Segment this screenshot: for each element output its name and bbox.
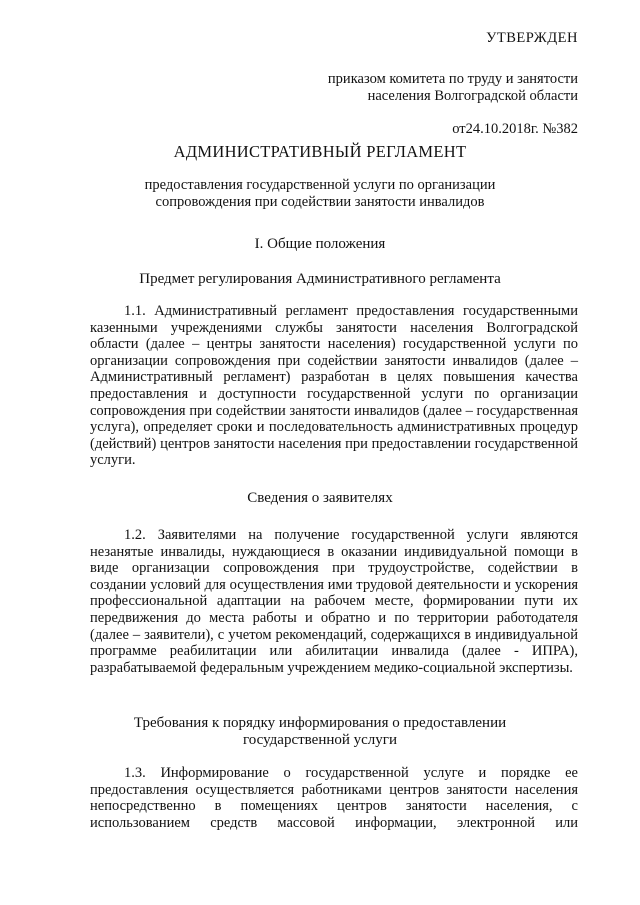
approval-order-line-2: населения Волгоградской области <box>367 88 578 104</box>
paragraph-1-1 <box>90 303 578 469</box>
info-requirements-line-2: государственной услуги <box>243 732 397 748</box>
approval-order-line-1: приказом комитета по труду и занятости <box>327 71 578 87</box>
subtitle-line-1: предоставления государственной услуги по организации <box>144 177 496 193</box>
paragraph-1-1-text: 1.1. Административный регламент предоставления государственными казенными учреждениями службы занятости населения Волгоградской области (далее – центры занятости населения) государственной услуги по организации сопровождения при содействии занятости инвалидов (далее – Административный регламент) разработан в целях повышения качества предоставления и доступности государственной услуги по организации сопровождения при содействии занятости инвалидов (далее – государственная услуга), определяет сроки и последовательность административных процедур (действий) центров занятости населения при предоставлении государственной услуги. <box>90 303 578 469</box>
section-heading-applicants: Сведения о заявителях <box>247 490 393 506</box>
section-heading-general: I. Общие положения <box>254 236 386 252</box>
approval-block <box>328 30 578 138</box>
approval-date: от24.10.2018г. №382 <box>452 121 578 137</box>
document-title: АДМИНИСТРАТИВНЫЙ РЕГЛАМЕНТ <box>173 142 467 161</box>
section-heading-info-requirements <box>0 715 640 749</box>
info-requirements-line-1: Требования к порядку информирования о предоставлении <box>133 715 507 731</box>
paragraph-1-2-text: 1.2. Заявителями на получение государственной услуги являются незанятые инвалиды, нуждающиеся в оказании индивидуальной помощи в виде организации сопровождения при трудоустройстве, содействии в создании условий для осуществления ими трудовой деятельности и ускорения профессиональной адаптации на рабочем месте, формировании пути их передвижения до места работы и обратно и по территории работодателя (далее – заявители), с учетом рекомендаций, содержащихся в индивидуальной программе реабилитации или абилитации инвалида (далее - ИПРА), разрабатываемой федеральным учреждением медико-социальной экспертизы. <box>90 527 578 676</box>
section-heading-subject: Предмет регулирования Административного регламента <box>139 271 501 287</box>
approval-stamp: УТВЕРЖДЕН <box>486 30 578 46</box>
document-subtitle <box>0 177 640 211</box>
subtitle-line-2: сопровождения при содействии занятости инвалидов <box>155 194 485 210</box>
paragraph-1-2 <box>90 527 578 676</box>
paragraph-1-3 <box>90 765 578 831</box>
paragraph-1-3-text: 1.3. Информирование о государственной услуге и порядке ее предоставления осуществляется работниками центров занятости населения непосредственно в помещениях центров занятости населения, с использованием средств массовой информации, электронной или <box>90 765 578 831</box>
